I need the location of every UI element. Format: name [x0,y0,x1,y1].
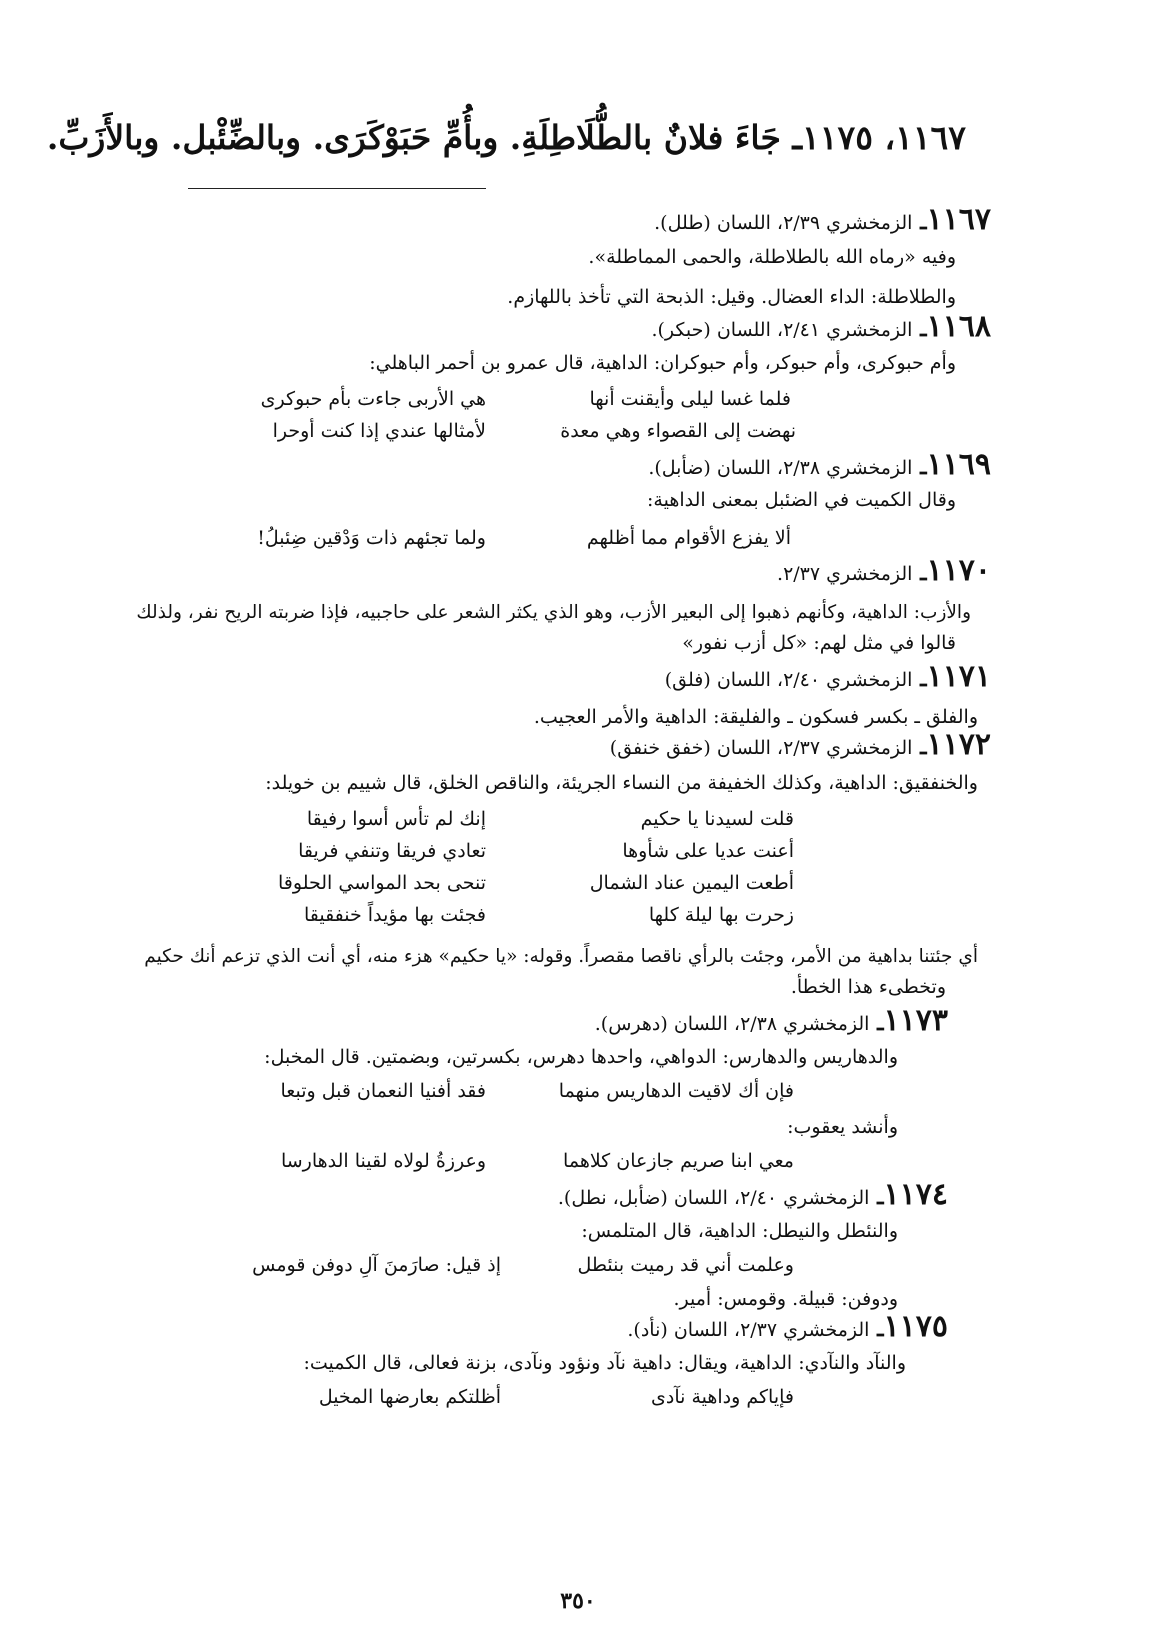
page-number: ٣٥٠ [560,1588,596,1614]
verse-hemistich: فقد أفنيا النعمان قبل وتبعا [280,1080,486,1102]
entry-dash: ـ [869,1010,884,1036]
entry-number: ١١٧٣ [883,1003,948,1038]
text-line: أي جئتنا بداهية من الأمر، وجئت بالرأي ناقصا مقصراً. وقوله: «يا حكيم» هزء منه، أي أنت الذي تزعم أنك حكيم [144,946,978,967]
text-line: وتخطىء هذا الخطأ. [790,976,946,998]
verse-hemistich: قلت لسيدنا يا حكيم [640,808,794,830]
entry-number: ١١٦٨ [926,309,991,344]
verse-hemistich: معي ابنا صريم جازعان كلاهما [563,1150,794,1172]
text-line: والنئطل والنيطل: الداهية، قال المتلمس: [581,1220,898,1242]
text-line: والنآد والنآدي: الداهية، ويقال: داهية نآد ونؤود ونآدى، بزنة فعالى، قال الكميت: [303,1352,906,1374]
verse-hemistich: أعنت عديا على شأوها [622,840,794,862]
entry-dash: ـ [912,666,927,692]
verse-hemistich: زحرت بها ليلة كلها [648,904,794,926]
verse-hemistich: ولما تجئهم ذات وَدْقين ضِئبلُ! [257,527,486,549]
verse-hemistich: وعرزةُ لولاه لقينا الدهارسا [280,1150,486,1172]
verse-hemistich: أطعت اليمين عناد الشمال [589,872,794,894]
entry-source: الزمخشري ٢/٣٩، اللسان (طلل). [654,212,913,234]
entry-source: الزمخشري ٢/٤٠، اللسان (فلق) [664,669,913,691]
verse-hemistich: هي الأربى جاءت بأم حبوكرى [260,388,486,410]
verse-hemistich: أظلتكم بعارضها المخيل [318,1386,501,1408]
verse-hemistich: فإياكم وداهية نآدى [651,1386,794,1408]
entry-1172 [609,727,991,763]
text-line: والفلق ـ بكسر فسكون ـ والفليقة: الداهية والأمر العجيب. [533,706,978,728]
text-line: والأزب: الداهية، وكأنهم ذهبوا إلى البعير الأزب، وهو الذي يكثر الشعر على حاجبيه، فإذا ضربته الريح نفر، ولذلك [136,602,971,623]
verse-hemistich: فلما غسا ليلى وأيقنت أنها [589,388,791,410]
entry-source: الزمخشري ٢/٣٧. [777,563,913,585]
entry-source: الزمخشري ٢/٣٧، اللسان (نأد). [627,1319,870,1341]
entry-dash: ـ [869,1316,884,1342]
verse-hemistich: تعادي فريقا وتنفي فريقا [298,840,486,862]
entry-number: ١١٧٠ [926,553,991,588]
entry-number: ١١٧٢ [926,727,991,762]
entry-source: الزمخشري ٢/٣٨، اللسان (ضأبل). [648,457,913,479]
verse-hemistich: لأمثالها عندي إذا كنت أوحرا [272,420,486,442]
entry-1173 [594,1003,948,1039]
text-line: وأم حبوكرى، وأم حبوكر، وأم حبوكران: الداهية، قال عمرو بن أحمر الباهلي: [369,352,956,374]
verse-hemistich: إنك لم تأس أسوا رفيقا [306,808,486,830]
entry-1171 [664,659,991,695]
entry-number: ١١٧١ [926,659,991,694]
entry-1174 [557,1177,948,1213]
entry-dash: ـ [912,454,927,480]
text-line: والدهاريس والدهارس: الدواهي، واحدها دهرس، بكسرتين، وبضمتين. قال المخبل: [264,1046,898,1068]
verse-hemistich: نهضت إلى القصواء وهي معدة [560,420,796,442]
text-line: ودوفن: قبيلة. وقومس: أمير. [673,1288,898,1310]
entry-dash: ـ [912,209,927,235]
verse-hemistich: ألا يفزع الأقوام مما أظلهم [586,527,791,549]
entry-number: ١١٦٧ [926,202,991,237]
page-title: ١١٦٧، ١١٧٥ـ جَاءَ فلانٌ بالطُّلَاطِلَةِ. وبأُمِّ حَبَوْكَرَى. وبالضِّئْبل. وبالأَزَبِّ. [46,118,966,157]
entry-number: ١١٧٥ [883,1309,948,1344]
entry-dash: ـ [912,560,927,586]
entry-source: الزمخشري ٢/٣٧، اللسان (خفق خنفق) [609,737,913,759]
verse-hemistich: فإن أك لاقيت الدهاريس منهما [558,1080,794,1102]
entry-1168 [651,309,991,345]
entry-1169 [648,447,991,483]
text-line: وأنشد يعقوب: [787,1116,898,1138]
entry-source: الزمخشري ٢/٤٠، اللسان (ضأبل، نطل). [557,1187,870,1209]
verse-hemistich: إذ قيل: صارَمنَ آلِ دوفن قومس [252,1254,501,1276]
verse-hemistich: تنحى بحد المواسي الحلوقا [278,872,486,894]
verse-hemistich: فجئت بها مؤيداً خنفقيقا [303,904,486,926]
text-line: والخنفقيق: الداهية، وكذلك الخفيفة من النساء الجريئة، والناقص الخلق، قال شييم بن خويلد: [265,772,978,794]
title-divider [188,188,486,189]
text-line: وقال الكميت في الضئبل بمعنى الداهية: [647,489,956,511]
entry-source: الزمخشري ٢/٤١، اللسان (حبكر). [651,319,913,341]
entry-number: ١١٧٤ [883,1177,948,1212]
entry-1175 [627,1309,948,1345]
entry-number: ١١٦٩ [926,447,991,482]
verse-hemistich: وعلمت أني قد رميت بنئطل [577,1254,794,1276]
entry-dash: ـ [912,734,927,760]
entry-1167 [654,202,991,238]
entry-dash: ـ [912,316,927,342]
entry-1170 [777,553,991,589]
entry-dash: ـ [869,1184,884,1210]
entry-source: الزمخشري ٢/٣٨، اللسان (دهرس). [594,1013,870,1035]
text-line: قالوا في مثل لهم: «كل أزب نفور» [682,632,956,654]
text-line: وفيه «رماه الله بالطلاطلة، والحمى المماطلة». [588,246,956,268]
text-line: والطلاطلة: الداء العضال. وقيل: الذبحة التي تأخذ باللهازم. [507,286,956,308]
